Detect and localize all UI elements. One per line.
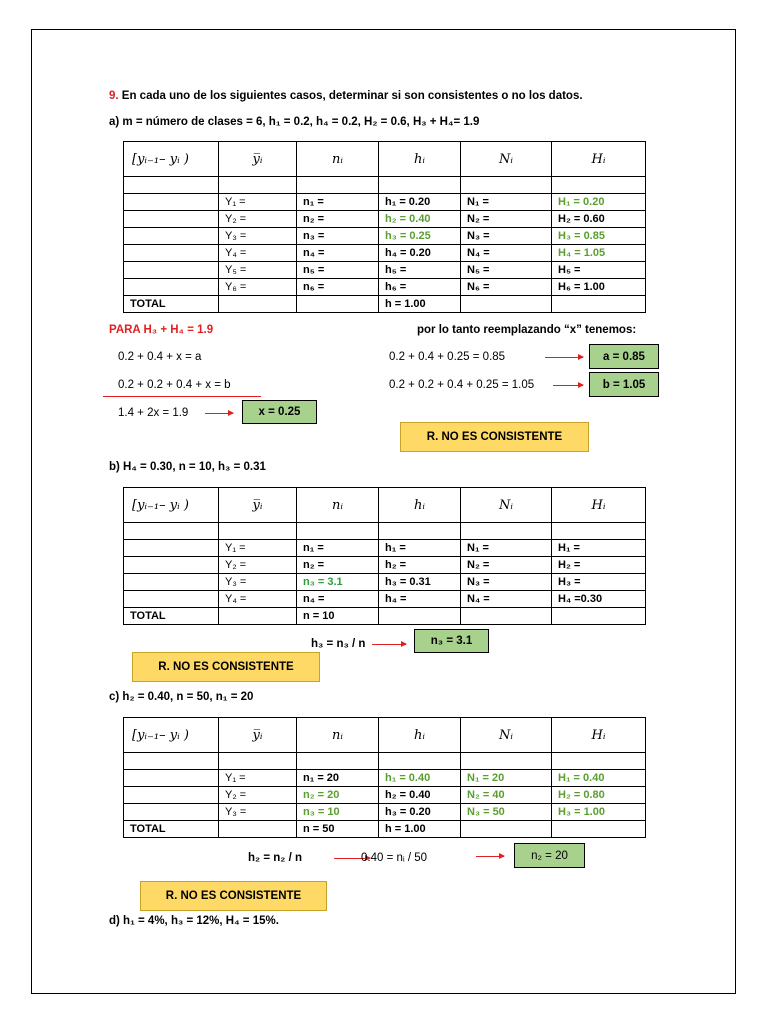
cell: N₃ = 50	[461, 804, 552, 821]
therefore-text: por lo tanto reemplazando “x” tenemos:	[417, 324, 637, 336]
cell: N₂ =	[461, 557, 552, 574]
table-row	[124, 787, 646, 804]
cell: h₁ =	[379, 540, 461, 557]
header-class-mark: y̅ᵢ	[219, 142, 297, 177]
table-row	[124, 194, 646, 211]
cell: h₂ = 0.40	[379, 787, 461, 804]
table-row	[124, 262, 646, 279]
cell: n₁ = 20	[297, 770, 379, 787]
problem-number: 9.	[109, 90, 119, 102]
cell	[379, 608, 461, 625]
header-abs-freq: nᵢ	[297, 718, 379, 753]
header-rel-freq: hᵢ	[379, 488, 461, 523]
header-cum-abs-freq: Nᵢ	[461, 488, 552, 523]
cell: n₃ = 3.1	[297, 574, 379, 591]
header-rel-freq: hᵢ	[379, 142, 461, 177]
cell	[552, 821, 646, 838]
cell: H₁ = 0.40	[552, 770, 646, 787]
header-class-mark: y̅ᵢ	[219, 488, 297, 523]
cell: N₃ =	[461, 574, 552, 591]
cell: N₂ = 40	[461, 787, 552, 804]
table-header-row	[124, 142, 646, 177]
table-row	[124, 228, 646, 245]
part-a-table	[123, 141, 646, 313]
cell: H₄ = 1.05	[552, 245, 646, 262]
cell: n₂ = 20	[297, 787, 379, 804]
cell: Y₁ =	[219, 540, 297, 557]
equation-h2: h₂ = n₂ / n	[248, 852, 302, 864]
cell	[461, 821, 552, 838]
x-result-box: x = 0.25	[242, 400, 317, 424]
cell	[124, 211, 219, 228]
header-cum-rel-freq: Hᵢ	[552, 488, 646, 523]
part-b-title: b) H₄ = 0.30, n = 10, h₃ = 0.31	[109, 461, 266, 473]
cell: TOTAL	[124, 821, 219, 838]
arrow-icon	[553, 385, 583, 386]
verdict-c-box: R. NO ES CONSISTENTE	[140, 881, 327, 911]
cell: N₂ =	[461, 211, 552, 228]
cell: H₅ =	[552, 262, 646, 279]
cell	[552, 608, 646, 625]
header-abs-freq: nᵢ	[297, 142, 379, 177]
cell: H₁ = 0.20	[552, 194, 646, 211]
para-label: PARA H₃ + H₄ = 1.9	[109, 324, 214, 336]
cell	[124, 770, 219, 787]
cell: h₂ = 0.40	[379, 211, 461, 228]
cell: N₁ =	[461, 540, 552, 557]
cell: n = 10	[297, 608, 379, 625]
a-result-box: a = 0.85	[589, 344, 659, 369]
cell	[552, 296, 646, 313]
cell: n₂ =	[297, 211, 379, 228]
table-row-blank	[124, 523, 646, 540]
table-row	[124, 540, 646, 557]
header-cum-rel-freq: Hᵢ	[552, 718, 646, 753]
table-row	[124, 245, 646, 262]
cell: n₄ =	[297, 591, 379, 608]
table-row	[124, 211, 646, 228]
cell	[124, 228, 219, 245]
table-row	[124, 591, 646, 608]
equation-b-substituted: 0.2 + 0.2 + 0.4 + 0.25 = 1.05	[389, 379, 535, 391]
cell	[124, 574, 219, 591]
table-total-row	[124, 608, 646, 625]
cell: Y₃ =	[219, 228, 297, 245]
cell	[124, 787, 219, 804]
header-cum-abs-freq: Nᵢ	[461, 142, 552, 177]
cell: n₃ =	[297, 228, 379, 245]
verdict-a-box: R. NO ES CONSISTENTE	[400, 422, 589, 452]
cell: n₄ =	[297, 245, 379, 262]
cell: h₃ = 0.20	[379, 804, 461, 821]
cell: h₁ = 0.20	[379, 194, 461, 211]
table-row	[124, 770, 646, 787]
table-row	[124, 804, 646, 821]
cell: H₃ =	[552, 574, 646, 591]
arrow-icon	[545, 357, 583, 358]
equation-h3: h₃ = n₃ / n	[311, 638, 366, 650]
verdict-b-box: R. NO ES CONSISTENTE	[132, 652, 320, 682]
table-row	[124, 279, 646, 296]
cell: h₃ = 0.31	[379, 574, 461, 591]
table-row	[124, 574, 646, 591]
cell	[219, 296, 297, 313]
cell: N₆ =	[461, 279, 552, 296]
cell: n₃ = 10	[297, 804, 379, 821]
part-a-title: a) m = número de clases = 6, h₁ = 0.2, h₄ = 0.2, H₂ = 0.6, H₃ + H₄= 1.9	[109, 116, 480, 128]
part-b-table	[123, 487, 646, 625]
cell: Y₂ =	[219, 787, 297, 804]
red-underline	[103, 396, 261, 397]
cell: n₁ =	[297, 540, 379, 557]
cell	[124, 262, 219, 279]
table-total-row	[124, 821, 646, 838]
cell: h₅ =	[379, 262, 461, 279]
part-d-title: d) h₁ = 4%, h₃ = 12%, H₄ = 15%.	[109, 915, 279, 927]
part-c-table	[123, 717, 646, 838]
header-interval: [yᵢ₋₁– yᵢ )	[124, 488, 219, 523]
header-class-mark: y̅ᵢ	[219, 718, 297, 753]
header-interval: [yᵢ₋₁– yᵢ )	[124, 718, 219, 753]
cell	[124, 591, 219, 608]
cell: h₆ =	[379, 279, 461, 296]
cell: Y₂ =	[219, 557, 297, 574]
cell: n₂ =	[297, 557, 379, 574]
problem-text: En cada uno de los siguientes casos, determinar si son consistentes o no los datos.	[118, 90, 583, 102]
equation-b: 0.2 + 0.2 + 0.4 + x = b	[118, 379, 231, 391]
cell: h₂ =	[379, 557, 461, 574]
cell	[124, 540, 219, 557]
b-result-box: b = 1.05	[589, 372, 659, 397]
cell: N₁ =	[461, 194, 552, 211]
cell: Y₃ =	[219, 574, 297, 591]
cell: h = 1.00	[379, 821, 461, 838]
cell: Y₂ =	[219, 211, 297, 228]
header-abs-freq: nᵢ	[297, 488, 379, 523]
table-header-row	[124, 488, 646, 523]
cell: N₃ =	[461, 228, 552, 245]
cell: Y₁ =	[219, 770, 297, 787]
cell	[461, 608, 552, 625]
cell: Y₃ =	[219, 804, 297, 821]
cell: H₃ = 1.00	[552, 804, 646, 821]
arrow-icon	[476, 856, 504, 857]
cell: Y₄ =	[219, 591, 297, 608]
n3-result-box: n₃ = 3.1	[414, 629, 489, 653]
cell: n₅ =	[297, 262, 379, 279]
cell: h₃ = 0.25	[379, 228, 461, 245]
cell: h = 1.00	[379, 296, 461, 313]
arrow-icon	[205, 413, 233, 414]
cell: N₄ =	[461, 591, 552, 608]
equation-a: 0.2 + 0.4 + x = a	[118, 351, 202, 363]
table-row-blank	[124, 753, 646, 770]
n2-result-box: n₂ = 20	[514, 843, 585, 868]
cell: N₄ =	[461, 245, 552, 262]
cell: h₄ = 0.20	[379, 245, 461, 262]
cell: h₄ =	[379, 591, 461, 608]
cell: n₁ =	[297, 194, 379, 211]
part-c-title: c) h₂ = 0.40, n = 50, n₁ = 20	[109, 691, 254, 703]
header-rel-freq: hᵢ	[379, 718, 461, 753]
cell	[124, 194, 219, 211]
arrow-icon	[372, 644, 406, 645]
problem-statement	[109, 89, 583, 103]
cell: Y₄ =	[219, 245, 297, 262]
cell: N₁ = 20	[461, 770, 552, 787]
cell	[219, 821, 297, 838]
cell: H₃ = 0.85	[552, 228, 646, 245]
cell: h₁ = 0.40	[379, 770, 461, 787]
cell: n = 50	[297, 821, 379, 838]
cell: TOTAL	[124, 608, 219, 625]
equation-sum: 1.4 + 2x = 1.9	[118, 407, 189, 419]
table-total-row	[124, 296, 646, 313]
table-header-row	[124, 718, 646, 753]
cell: TOTAL	[124, 296, 219, 313]
cell	[124, 557, 219, 574]
cell: H₂ =	[552, 557, 646, 574]
header-interval: [yᵢ₋₁– yᵢ )	[124, 142, 219, 177]
table-row-blank	[124, 177, 646, 194]
equation-substituted: 0.40 = nᵢ / 50	[361, 852, 428, 864]
equation-a-substituted: 0.2 + 0.4 + 0.25 = 0.85	[389, 351, 506, 363]
cell: H₆ = 1.00	[552, 279, 646, 296]
cell: H₂ = 0.60	[552, 211, 646, 228]
cell	[124, 245, 219, 262]
cell: Y₁ =	[219, 194, 297, 211]
cell	[219, 608, 297, 625]
cell: Y₅ =	[219, 262, 297, 279]
cell: H₁ =	[552, 540, 646, 557]
table-row	[124, 557, 646, 574]
cell	[297, 296, 379, 313]
cell: Y₆ =	[219, 279, 297, 296]
cell	[461, 296, 552, 313]
cell: H₂ = 0.80	[552, 787, 646, 804]
cell: N₅ =	[461, 262, 552, 279]
cell: H₄ =0.30	[552, 591, 646, 608]
cell: n₆ =	[297, 279, 379, 296]
cell	[124, 279, 219, 296]
header-cum-abs-freq: Nᵢ	[461, 718, 552, 753]
header-cum-rel-freq: Hᵢ	[552, 142, 646, 177]
cell	[124, 804, 219, 821]
